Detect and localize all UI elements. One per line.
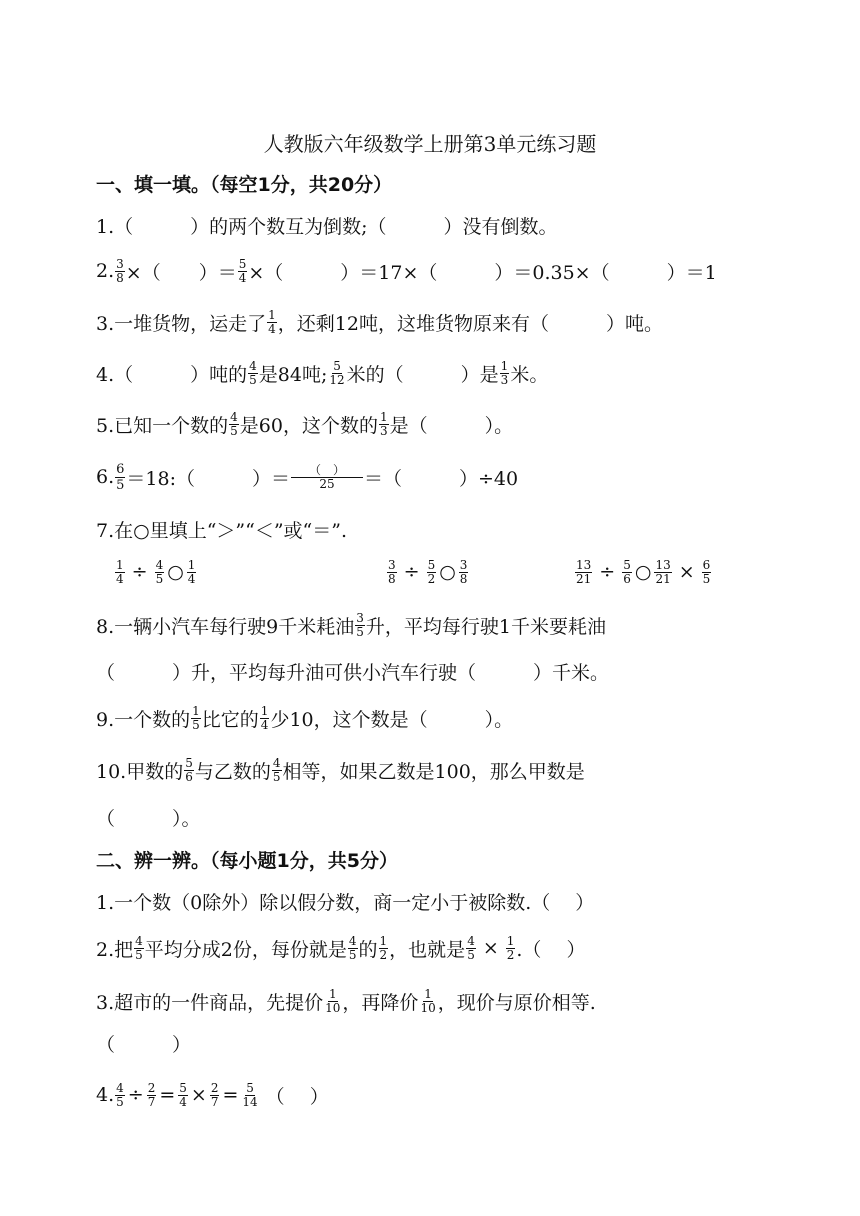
fraction: $\frac{4}{5}$ — [272, 755, 281, 784]
fraction: $\frac{3}{8}$ — [116, 256, 124, 285]
fraction: $\frac{1}{2}$ — [379, 933, 388, 962]
fraction: $\frac{1}{5}$ — [192, 703, 200, 732]
fraction: $\frac{4}{5}$ — [249, 358, 257, 387]
judge-4: 4. $\frac{4}{5}$ ÷ $\frac{2}{7}$ = $\frac{5}{4}$ × $\frac{2}{7}$ = $\frac{5}{14}$ （ ） — [96, 1080, 329, 1109]
compare-circle[interactable]: ○ — [634, 561, 652, 583]
fraction: $\frac{5}{4}$ — [179, 1080, 187, 1109]
question-3: 3.一堆货物，运走了 $\frac{1}{4}$ ，还剩12吨，这堆货物原来有（ ）吨。 — [96, 307, 663, 336]
fraction: $\frac{1}{4}$ — [260, 703, 269, 732]
fraction: $\frac{5}{4}$ — [238, 256, 247, 285]
question-10-line-2: （ ）。 — [96, 807, 201, 830]
section-1-heading: 一、填一填。（每空1分，共20分） — [96, 173, 393, 196]
fraction: $\frac{1}{2}$ — [506, 933, 515, 962]
question-2: 2. $\frac{3}{8}$ ×（ ）＝ $\frac{5}{4}$ ×（ ）＝17×（ ）＝0.35×（ ）＝1 — [96, 256, 717, 285]
question-8: 8.一辆小汽车每行驶9千米耗油 $\frac{3}{5}$ 升，平均每行驶1千米要耗油 — [96, 610, 606, 639]
fraction: $\frac{4}{5}$ — [116, 1080, 124, 1109]
judge-3: 3.超市的一件商品，先提价 $\frac{1}{10}$ ，再降价 $\frac{1}{10}$ ，现价与原价相等. — [96, 986, 596, 1015]
fraction: $\frac{1}{3}$ — [379, 409, 388, 438]
fraction: $\frac{3}{5}$ — [356, 610, 364, 639]
compare-expression-3: $\frac{13}{21}$ ÷ $\frac{5}{6}$ ○ $\frac{13}{21}$ × $\frac{6}{5}$ — [576, 557, 711, 586]
fraction: $\frac{4}{5}$ — [348, 933, 357, 962]
judge-1: 1.一个数（0除外）除以假分数，商一定小于被除数.（ ） — [96, 891, 595, 914]
question-10: 10.甲数的 $\frac{5}{6}$ 与乙数的 $\frac{4}{5}$ 相等，如果乙数是100，那么甲数是 — [96, 755, 585, 784]
compare-expression-2: $\frac{3}{8}$ ÷ $\frac{5}{2}$ ○ $\frac{3}{8}$ — [388, 557, 468, 586]
fraction: $\frac{1}{10}$ — [325, 986, 341, 1015]
fraction: $\frac{5}{14}$ — [242, 1080, 258, 1109]
question-6: 6. $\frac{6}{5}$ ＝18:（ ）＝ $\frac{( )}{25}$ ＝（ ）÷40 — [96, 461, 519, 493]
fraction: $\frac{2}{7}$ — [147, 1080, 156, 1109]
fraction-blank-over-25: $\frac{( )}{25}$ — [291, 464, 363, 491]
fraction: $\frac{6}{5}$ — [116, 461, 125, 493]
fraction: $\frac{4}{5}$ — [135, 933, 143, 962]
question-9: 9.一个数的 $\frac{1}{5}$ 比它的 $\frac{1}{4}$ 少10，这个数是（ ）。 — [96, 703, 514, 732]
page-title: 人教版六年级数学上册第3单元练习题 — [263, 132, 597, 156]
judge-2: 2.把 $\frac{4}{5}$ 平均分成2份，每份就是 $\frac{4}{5}$ 的 $\frac{1}{2}$ ，也就是 $\frac{4}{5}$ × $\frac{1}{2}$ .（ ） — [96, 933, 586, 962]
judge-3-line-2: （ ） — [96, 1033, 192, 1056]
fraction: $\frac{1}{10}$ — [420, 986, 436, 1015]
section-2-heading: 二、辨一辨。（每小题1分，共5分） — [96, 849, 398, 872]
compare-circle[interactable]: ○ — [167, 561, 184, 583]
question-1: 1.（ ）的两个数互为倒数;（ ）没有倒数。 — [96, 215, 558, 238]
compare-expression-1: $\frac{1}{4}$ ÷ $\frac{4}{5}$ ○ $\frac{1}{4}$ — [116, 557, 196, 586]
fraction: $\frac{5}{12}$ — [329, 358, 345, 387]
fraction: $\frac{5}{6}$ — [185, 755, 193, 784]
compare-circle[interactable]: ○ — [439, 561, 456, 583]
fraction: $\frac{4}{5}$ — [230, 409, 238, 438]
fraction: $\frac{1}{3}$ — [500, 358, 509, 387]
question-7: 7.在○里填上“＞”“＜”或“＝”. — [96, 519, 348, 542]
fraction: $\frac{2}{7}$ — [210, 1080, 219, 1109]
fraction: $\frac{1}{4}$ — [268, 307, 276, 336]
question-8-line-2: （ ）升，平均每升油可供小汽车行驶（ ）千米。 — [96, 661, 610, 684]
fraction: $\frac{4}{5}$ — [467, 933, 475, 962]
question-5: 5.已知一个数的 $\frac{4}{5}$ 是60，这个数的 $\frac{1}{3}$ 是（ ）。 — [96, 409, 514, 438]
question-4: 4.（ ）吨的 $\frac{4}{5}$ 是84吨; $\frac{5}{12}$ 米的（ ）是 $\frac{1}{3}$ 米。 — [96, 358, 549, 387]
